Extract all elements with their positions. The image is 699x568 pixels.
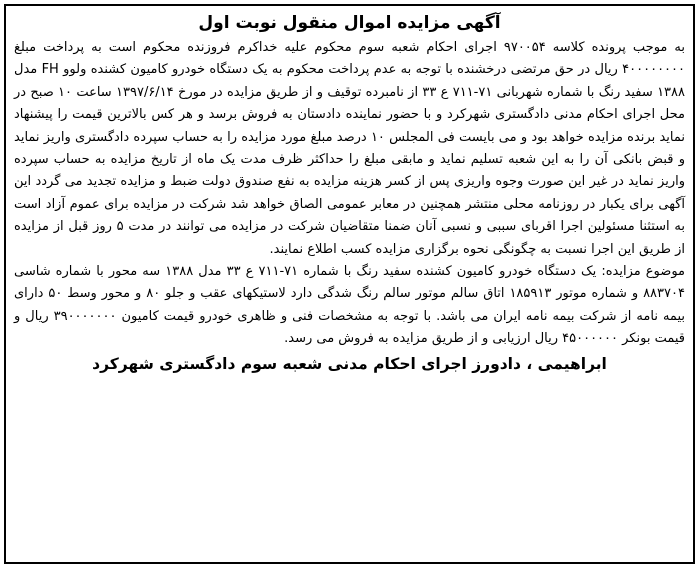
auction-subject-paragraph: موضوع مزایده: یک دستگاه خودرو کامیون کشنده سفید رنگ با شماره ۷۱-۷۱۱ ع ۳۳ مدل ۱۳۸۸ سه محور با شماره شاسی ۸۸۳۷۰۴ و شماره موتور ۱۸۵۹۱۳ اتاق سالم موتور سالم رنگ شدگی دارد لاستیکهای عقب و جلو ۸۰ و محور وسط ۵۰ دارای بیمه نامه از شرکت بیمه نامه ایران می باشد. با توجه به مشخصات فنی و ظاهری خودرو قیمت کامیون ۳۹۰۰۰۰۰۰۰ ریال و قیمت بونکر ۴۵۰۰۰۰۰۰ ریال ارزیابی و از طریق مزایده به فروش می رسد. [14,264,685,347]
notice-body-paragraph: به موجب پرونده کلاسه ۹۷۰۰۵۴ اجرای احکام شعبه سوم محکوم علیه خداکرم فروزنده محکوم است به پرداخت مبلغ ۴۰۰۰۰۰۰۰۰ ریال در حق مرتضی درخشنده با توجه به عدم پرداخت محکوم به یک دستگاه خودرو کامیون کشنده ولوو FH مدل ۱۳۸۸ سفید رنگ با شماره شهربانی ۷۱-۷۱۱ ع ۳۳ از نامبرده توقیف و از طریق مزایده در مورخ ۱۳۹۷/۶/۱۴ ساعت ۱۰ صبح در محل اجرای احکام مدنی دادگستری شهرکرد و با حضور نماینده دادستان به فروش برسد و هر کس بالاترین قیمت را پیشنهاد نماید برنده مزایده خواهد بود و می بایست فی المجلس ۱۰ درصد مبلغ مورد مزایده را به حساب سپرده دادگستری واریز نماید و قبض بانکی آن را به این شعبه تسلیم نماید و مابقی مبلغ را حداکثر ظرف مدت یک ماه از تاریخ مزایده به حساب سپرده واریز نماید در غیر این صورت وجوه واریزی پس از کسر هزینه مزایده به نفع صندوق دولت ضبط و مزایده تجدید می گردد این آگهی برای یکبار در روزنامه محلی منتشر همچنین در معابر عمومی الصاق خواهد شد شرکت در مزایده برای عموم آزاد است به استثنا مسئولین اجرا اقربای سببی و نسبی آنان ضمنا متقاضیان شرکت در مزایده می توانند در مدت ۵ روز قبل از مزایده از طریق این اجرا نسبت به چگونگی نحوه برگزاری مزایده کسب اطلاع نمایند. [14,40,686,257]
notice-signature: ابراهیمی ، دادورز اجرای احکام مدنی شعبه سوم دادگستری شهرکرد [92,354,607,373]
notice-title: آگهی مزایده اموال منقول نوبت اول [198,13,501,33]
auction-notice [4,4,695,564]
